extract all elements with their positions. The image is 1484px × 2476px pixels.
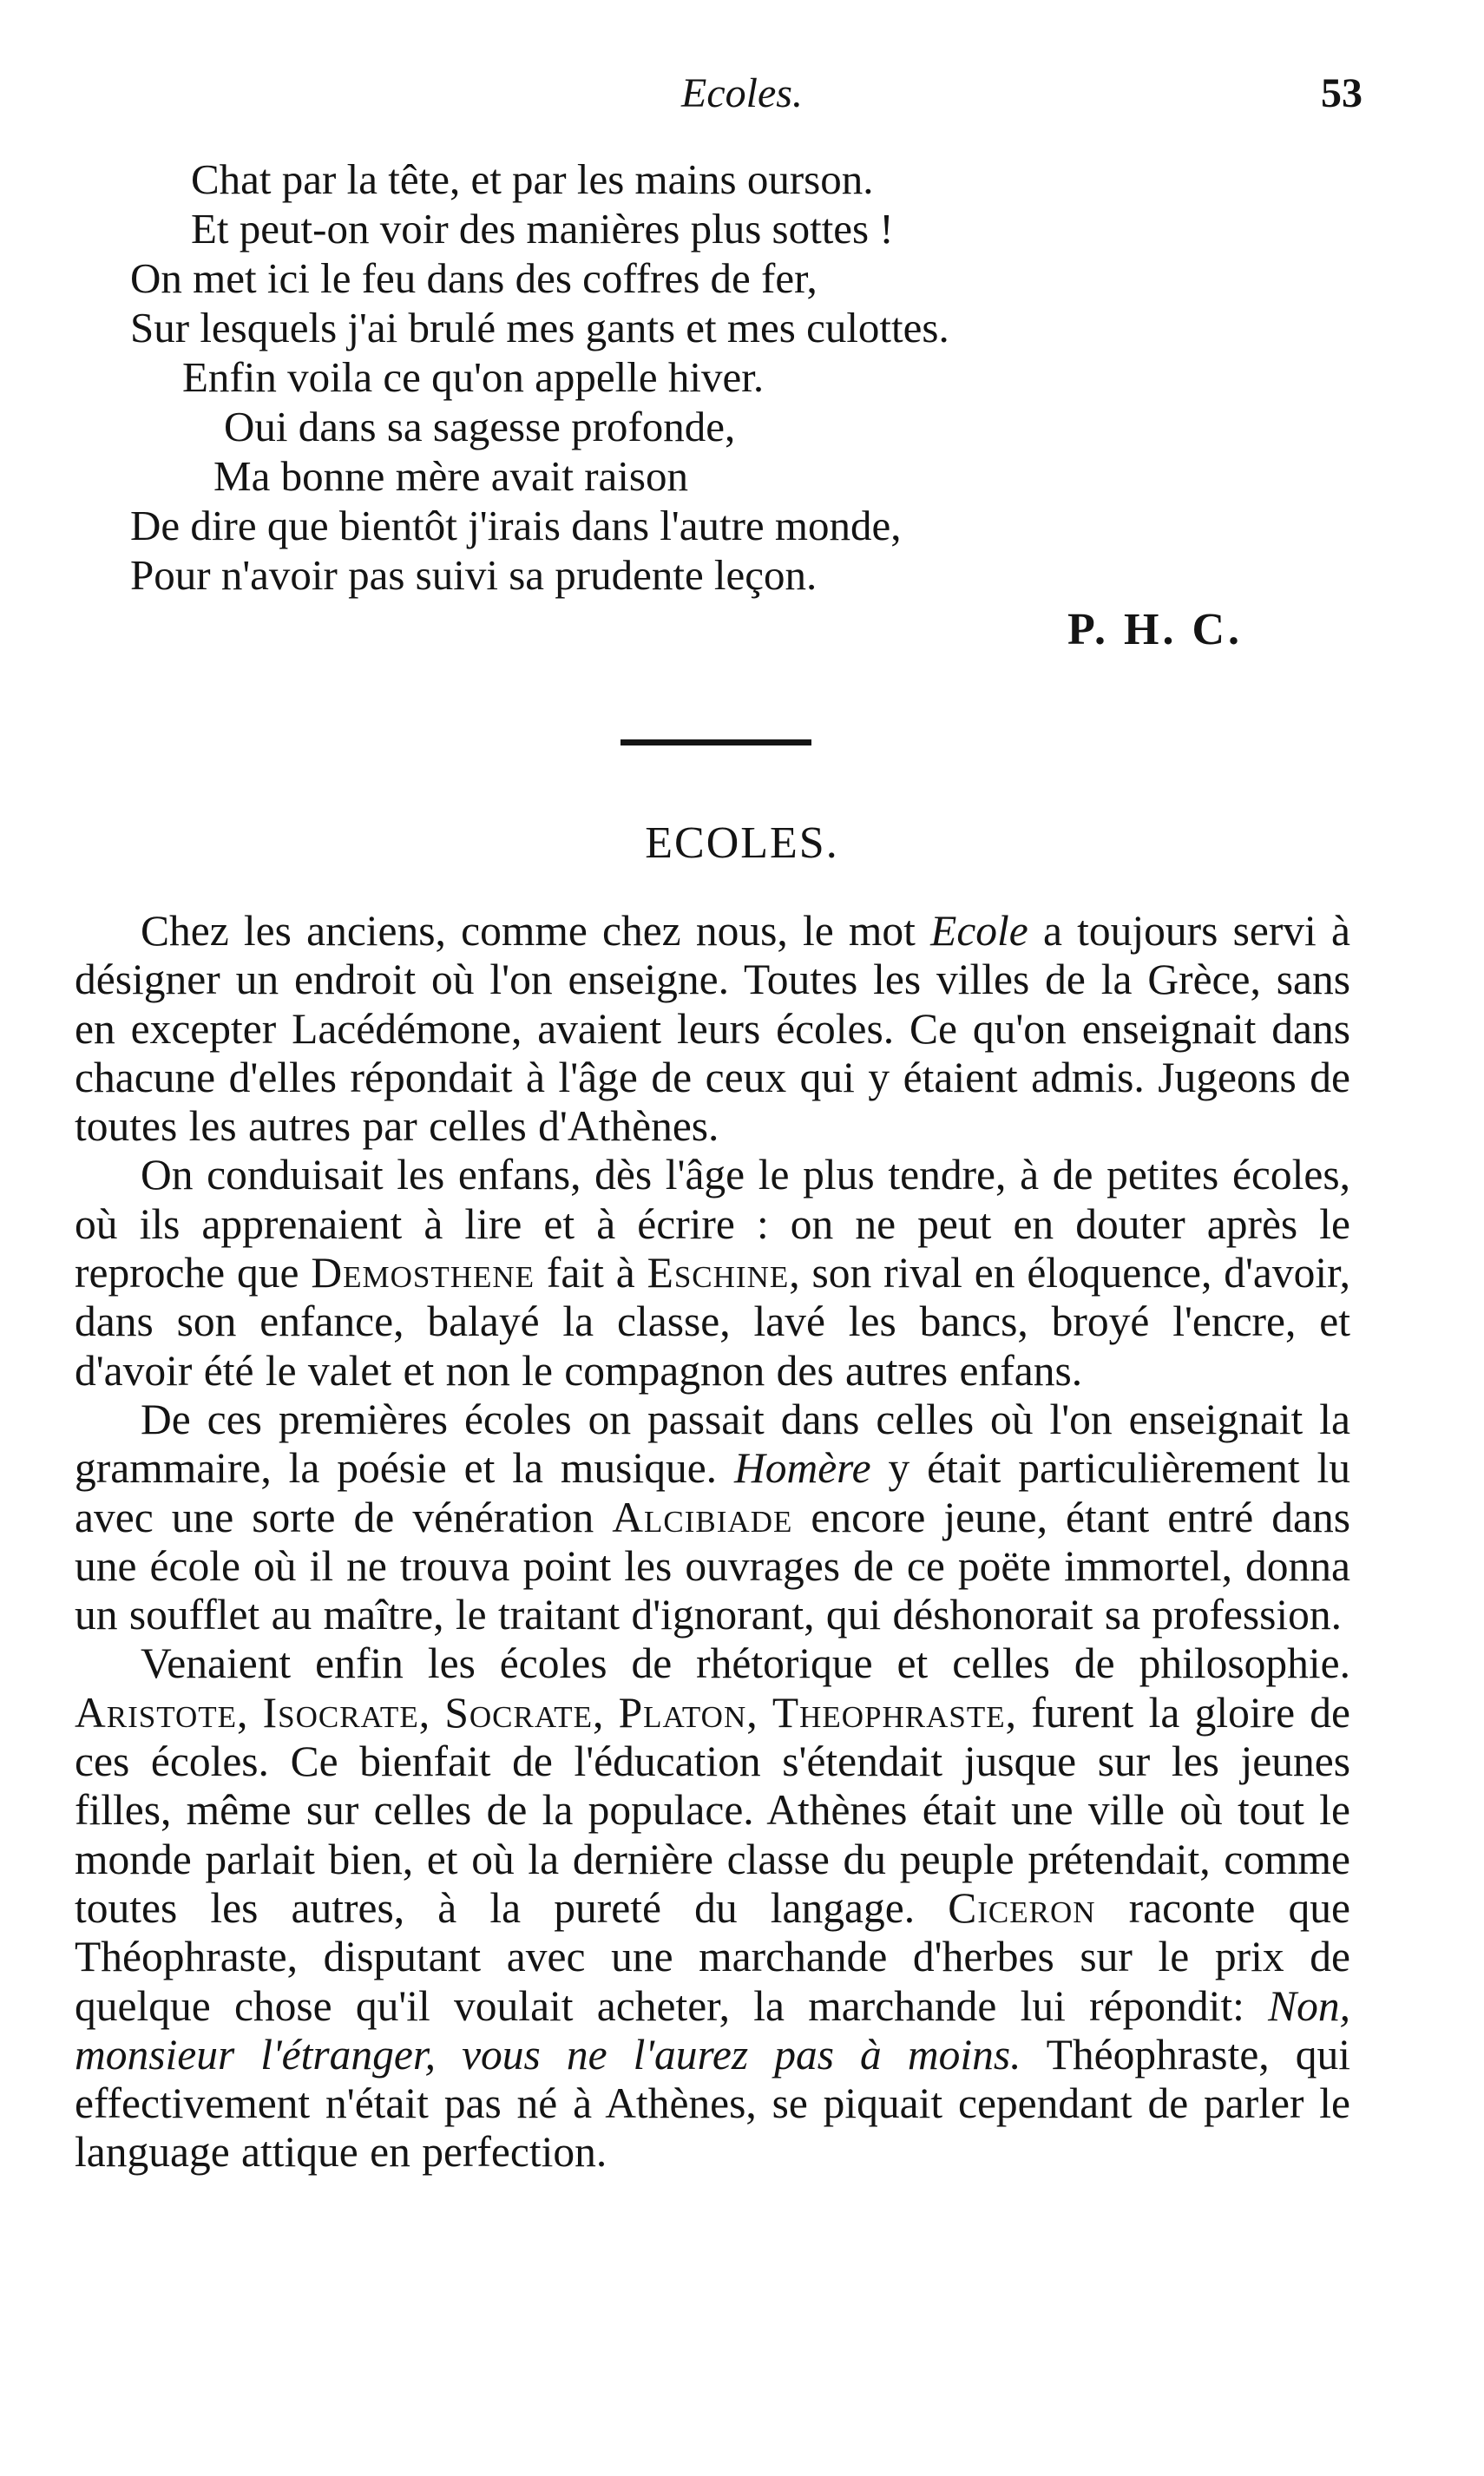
proper-name: Theophraste [772,1688,1006,1737]
proper-name: Ciceron [948,1883,1096,1932]
poem-line: Oui dans sa sagesse profonde, [224,403,736,450]
section-divider [621,739,811,745]
poem-line: Ma bonne mère avait raison [213,452,688,500]
proper-name: Socrate [444,1688,593,1737]
paragraph [75,1639,1350,2177]
text-run: , son rival en éloquence, d'avoir, dans son enfance, balayé la classe, lavé les bancs, broyé l'encre, et d'avoir été le valet et non le compagnon des autres enfans. [75,1249,1350,1395]
poem-line: Et peut-on voir des manières plus sottes ! [191,205,894,253]
paragraph [75,907,1350,1151]
poem-line: Chat par la tête, et par les mains ourson. [191,155,874,203]
proper-name: Aristote [75,1688,237,1737]
text-run: Venaient enfin les écoles de rhétorique et celles de philosophie. [141,1639,1350,1688]
proper-name: Demosthene [311,1249,535,1297]
article-body [75,907,1350,2177]
poem-line: Enfin voila ce qu'on appelle hiver. [182,353,765,401]
italic-term: Ecole [930,907,1028,955]
text-run: , [418,1688,445,1737]
proper-name: Isocrate [262,1688,419,1737]
poem-signature: P. H. C. [1067,605,1243,654]
text-run: , [592,1688,619,1737]
text-run: a toujours servi à désigner un endroit où l'on enseigne. Toutes les villes de la Grèce, sans en excepter Lacédémone, avaient leurs écoles. Ce qu'on enseignait dans chacune d'elles répondait à l'âge de ceux qui y étaient admis. Jugeons de toutes les autres par celles d'Athènes. [75,907,1350,1151]
text-run: Chez les anciens, comme chez nous, le mot [141,907,931,955]
page-number: 53 [1321,70,1363,116]
text-run: On conduisait les enfans, dès l'âge le plus tendre, à de petites écoles, où ils apprenaient à lire et à écrire : on ne peut en douter après le reproche que [75,1151,1350,1297]
running-title: Ecoles. [681,70,803,116]
italic-term: Homère [733,1444,871,1493]
section-heading: ECOLES. [645,818,839,868]
poem-line: De dire que bientôt j'irais dans l'autre monde, [130,502,902,549]
text-run: , furent la gloire de ces écoles. Ce bienfait de l'éducation s'étendait jusque sur les jeunes filles, même sur celles de la populace. Athènes était une ville où tout le monde parlait bien, et où la dernière classe du peuple prétendait, comme toutes les autres, à la pureté du langage. [75,1688,1351,1932]
text-run: fait à [535,1249,647,1297]
poem-line: Sur lesquels j'ai brulé mes gants et mes culottes. [130,304,949,351]
proper-name: Eschine [647,1249,790,1297]
proper-name: Platon [618,1688,747,1737]
proper-name: Alcibiade [612,1493,793,1541]
poem-line: Pour n'avoir pas suivi sa prudente leçon. [130,551,818,599]
poem-line: On met ici le feu dans des coffres de fer, [130,254,818,302]
text-run: Théophraste, qui effectivement n'était pas né à Athènes, se piquait cependant de parler le language attique en perfection. [75,2030,1350,2177]
paragraph [75,1396,1350,1639]
italic-quote: Non, monsieur l'étranger, vous ne l'aurez pas à moins. [75,1981,1350,2079]
paragraph [75,1151,1350,1395]
text-run: y était particulièrement lu avec une sorte de vénération [75,1444,1350,1541]
text-run: , [746,1688,772,1737]
text-run: encore jeune, étant entré dans une école où il ne trouva point les ouvrages de ce poëte immortel, donna un soufflet au maître, le traitant d'ignorant, qui déshonorait sa profession. [75,1493,1350,1639]
text-run: raconte que Théophraste, disputant avec une marchande d'herbes sur le prix de quelque chose qu'il voulait acheter, la marchande lui répondit: [75,1883,1351,2030]
text-run: De ces premières écoles on passait dans celles où l'on enseignait la grammaire, la poésie et la musique. [75,1395,1350,1493]
text-run: , [237,1688,263,1737]
